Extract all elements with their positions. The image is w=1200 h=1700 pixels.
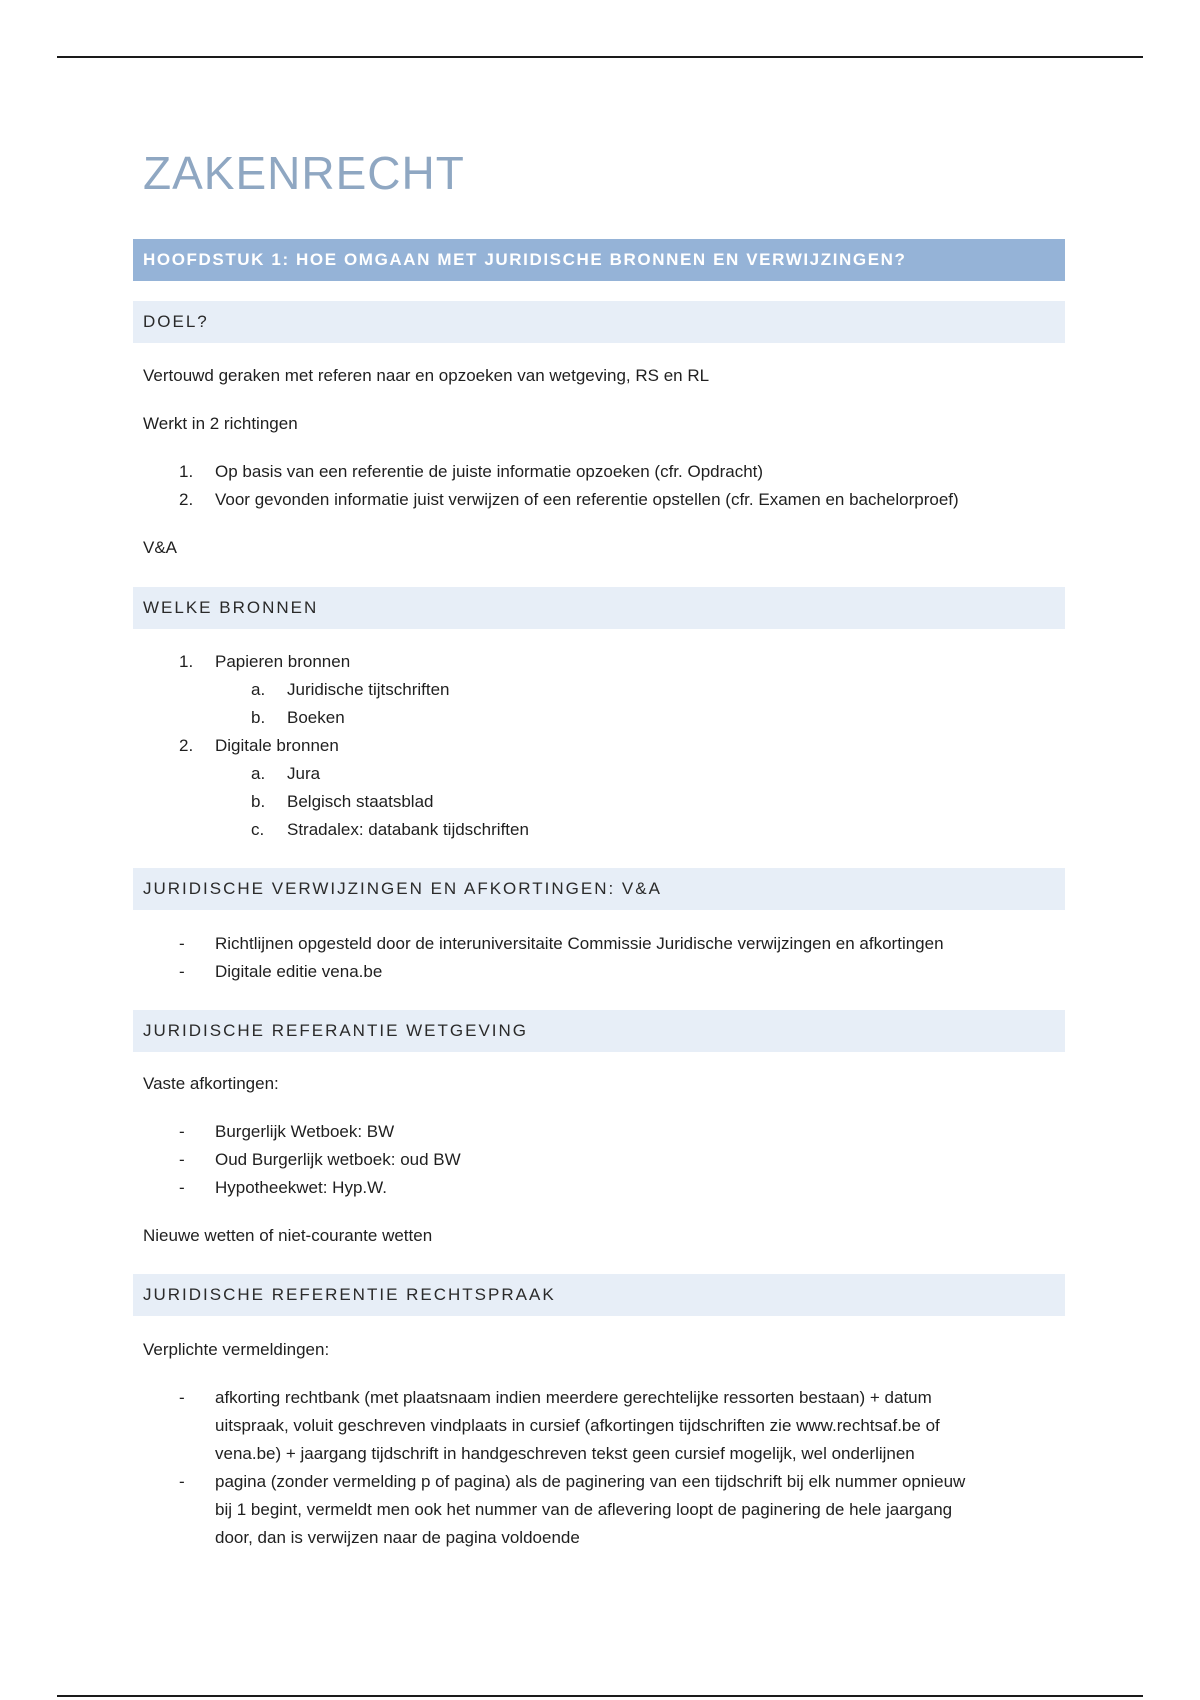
- list-item-line: afkorting rechtbank (met plaatsnaam indien meerdere gerechtelijke ressorten bestaan) + datum: [215, 1388, 932, 1407]
- list-item-line: vena.be) + jaargang tijdschrift in handgeschreven tekst geen cursief mogelijk, wel onderlijnen: [215, 1444, 915, 1463]
- sublist-marker: a.: [251, 764, 266, 783]
- top-rule: [57, 56, 1143, 58]
- list-item: Richtlijnen opgesteld door de interuniversitaite Commissie Juridische verwijzingen en afkortingen: [215, 934, 944, 953]
- list-marker: -: [179, 934, 185, 953]
- list-marker: -: [179, 1122, 185, 1141]
- sublist-marker: a.: [251, 680, 266, 699]
- paragraph: Verplichte vermeldingen:: [143, 1340, 330, 1359]
- list-item-line: door, dan is verwijzen naar de pagina voldoende: [215, 1528, 580, 1547]
- document-title: ZAKENRECHT: [143, 147, 465, 199]
- paragraph: Nieuwe wetten of niet-courante wetten: [143, 1226, 433, 1245]
- list-marker: -: [179, 1472, 185, 1491]
- list-item-line: bij 1 begint, vermeldt men ook het nummer van de aflevering loopt de paginering de hele jaargang: [215, 1500, 953, 1519]
- section-heading-rechtspraak: JURIDISCHE REFERENTIE RECHTSPRAAK: [133, 1274, 1065, 1316]
- list-item: [215, 1384, 1035, 1468]
- sublist-item: Belgisch staatsblad: [287, 792, 434, 811]
- sublist-item: Boeken: [287, 708, 345, 727]
- list-item: Oud Burgerlijk wetboek: oud BW: [215, 1150, 461, 1169]
- list-marker: -: [179, 962, 185, 981]
- sublist-item: Jura: [287, 764, 321, 783]
- list-item: Voor gevonden informatie juist verwijzen of een referentie opstellen (cfr. Examen en bachelorproef): [215, 490, 959, 509]
- paragraph: Vertouwd geraken met referen naar en opzoeken van wetgeving, RS en RL: [143, 366, 710, 385]
- list-item: Digitale editie vena.be: [215, 962, 383, 981]
- list-marker: -: [179, 1388, 185, 1407]
- paragraph: Werkt in 2 richtingen: [143, 414, 298, 433]
- list-item: Papieren bronnen: [215, 652, 351, 671]
- list-item: Digitale bronnen: [215, 736, 339, 755]
- list-marker: 1.: [179, 652, 194, 671]
- section-heading-doel: DOEL?: [133, 301, 1065, 343]
- sublist-item: Stradalex: databank tijdschriften: [287, 820, 529, 839]
- sublist-item: Juridische tijtschriften: [287, 680, 450, 699]
- section-heading-wetgeving: JURIDISCHE REFERANTIE WETGEVING: [133, 1010, 1065, 1052]
- list-marker: 2.: [179, 736, 194, 755]
- sublist-marker: c.: [251, 820, 265, 839]
- list-item: Op basis van een referentie de juiste informatie opzoeken (cfr. Opdracht): [215, 462, 764, 481]
- list-item: Hypotheekwet: Hyp.W.: [215, 1178, 387, 1197]
- chapter-heading: HOOFDSTUK 1: HOE OMGAAN MET JURIDISCHE BRONNEN EN VERWIJZINGEN?: [133, 239, 1065, 281]
- section-heading-verwijzingen: JURIDISCHE VERWIJZINGEN EN AFKORTINGEN: V&A: [133, 868, 1065, 910]
- sublist-marker: b.: [251, 708, 266, 727]
- list-marker: -: [179, 1178, 185, 1197]
- section-heading-bronnen: WELKE BRONNEN: [133, 587, 1065, 629]
- list-item: Burgerlijk Wetboek: BW: [215, 1122, 395, 1141]
- list-marker: 2.: [179, 490, 194, 509]
- list-marker: 1.: [179, 462, 194, 481]
- list-item-line: pagina (zonder vermelding p of pagina) als de paginering van een tijdschrift bij elk nummer opnieuw: [215, 1472, 966, 1491]
- list-marker: -: [179, 1150, 185, 1169]
- paragraph: V&A: [143, 538, 178, 557]
- sublist-marker: b.: [251, 792, 266, 811]
- list-item: [215, 1468, 1035, 1552]
- bottom-rule: [57, 1695, 1143, 1697]
- paragraph: Vaste afkortingen:: [143, 1074, 279, 1093]
- list-item-line: uitspraak, voluit geschreven vindplaats in cursief (afkortingen tijdschriften zie www.rechtsaf.be of: [215, 1416, 940, 1435]
